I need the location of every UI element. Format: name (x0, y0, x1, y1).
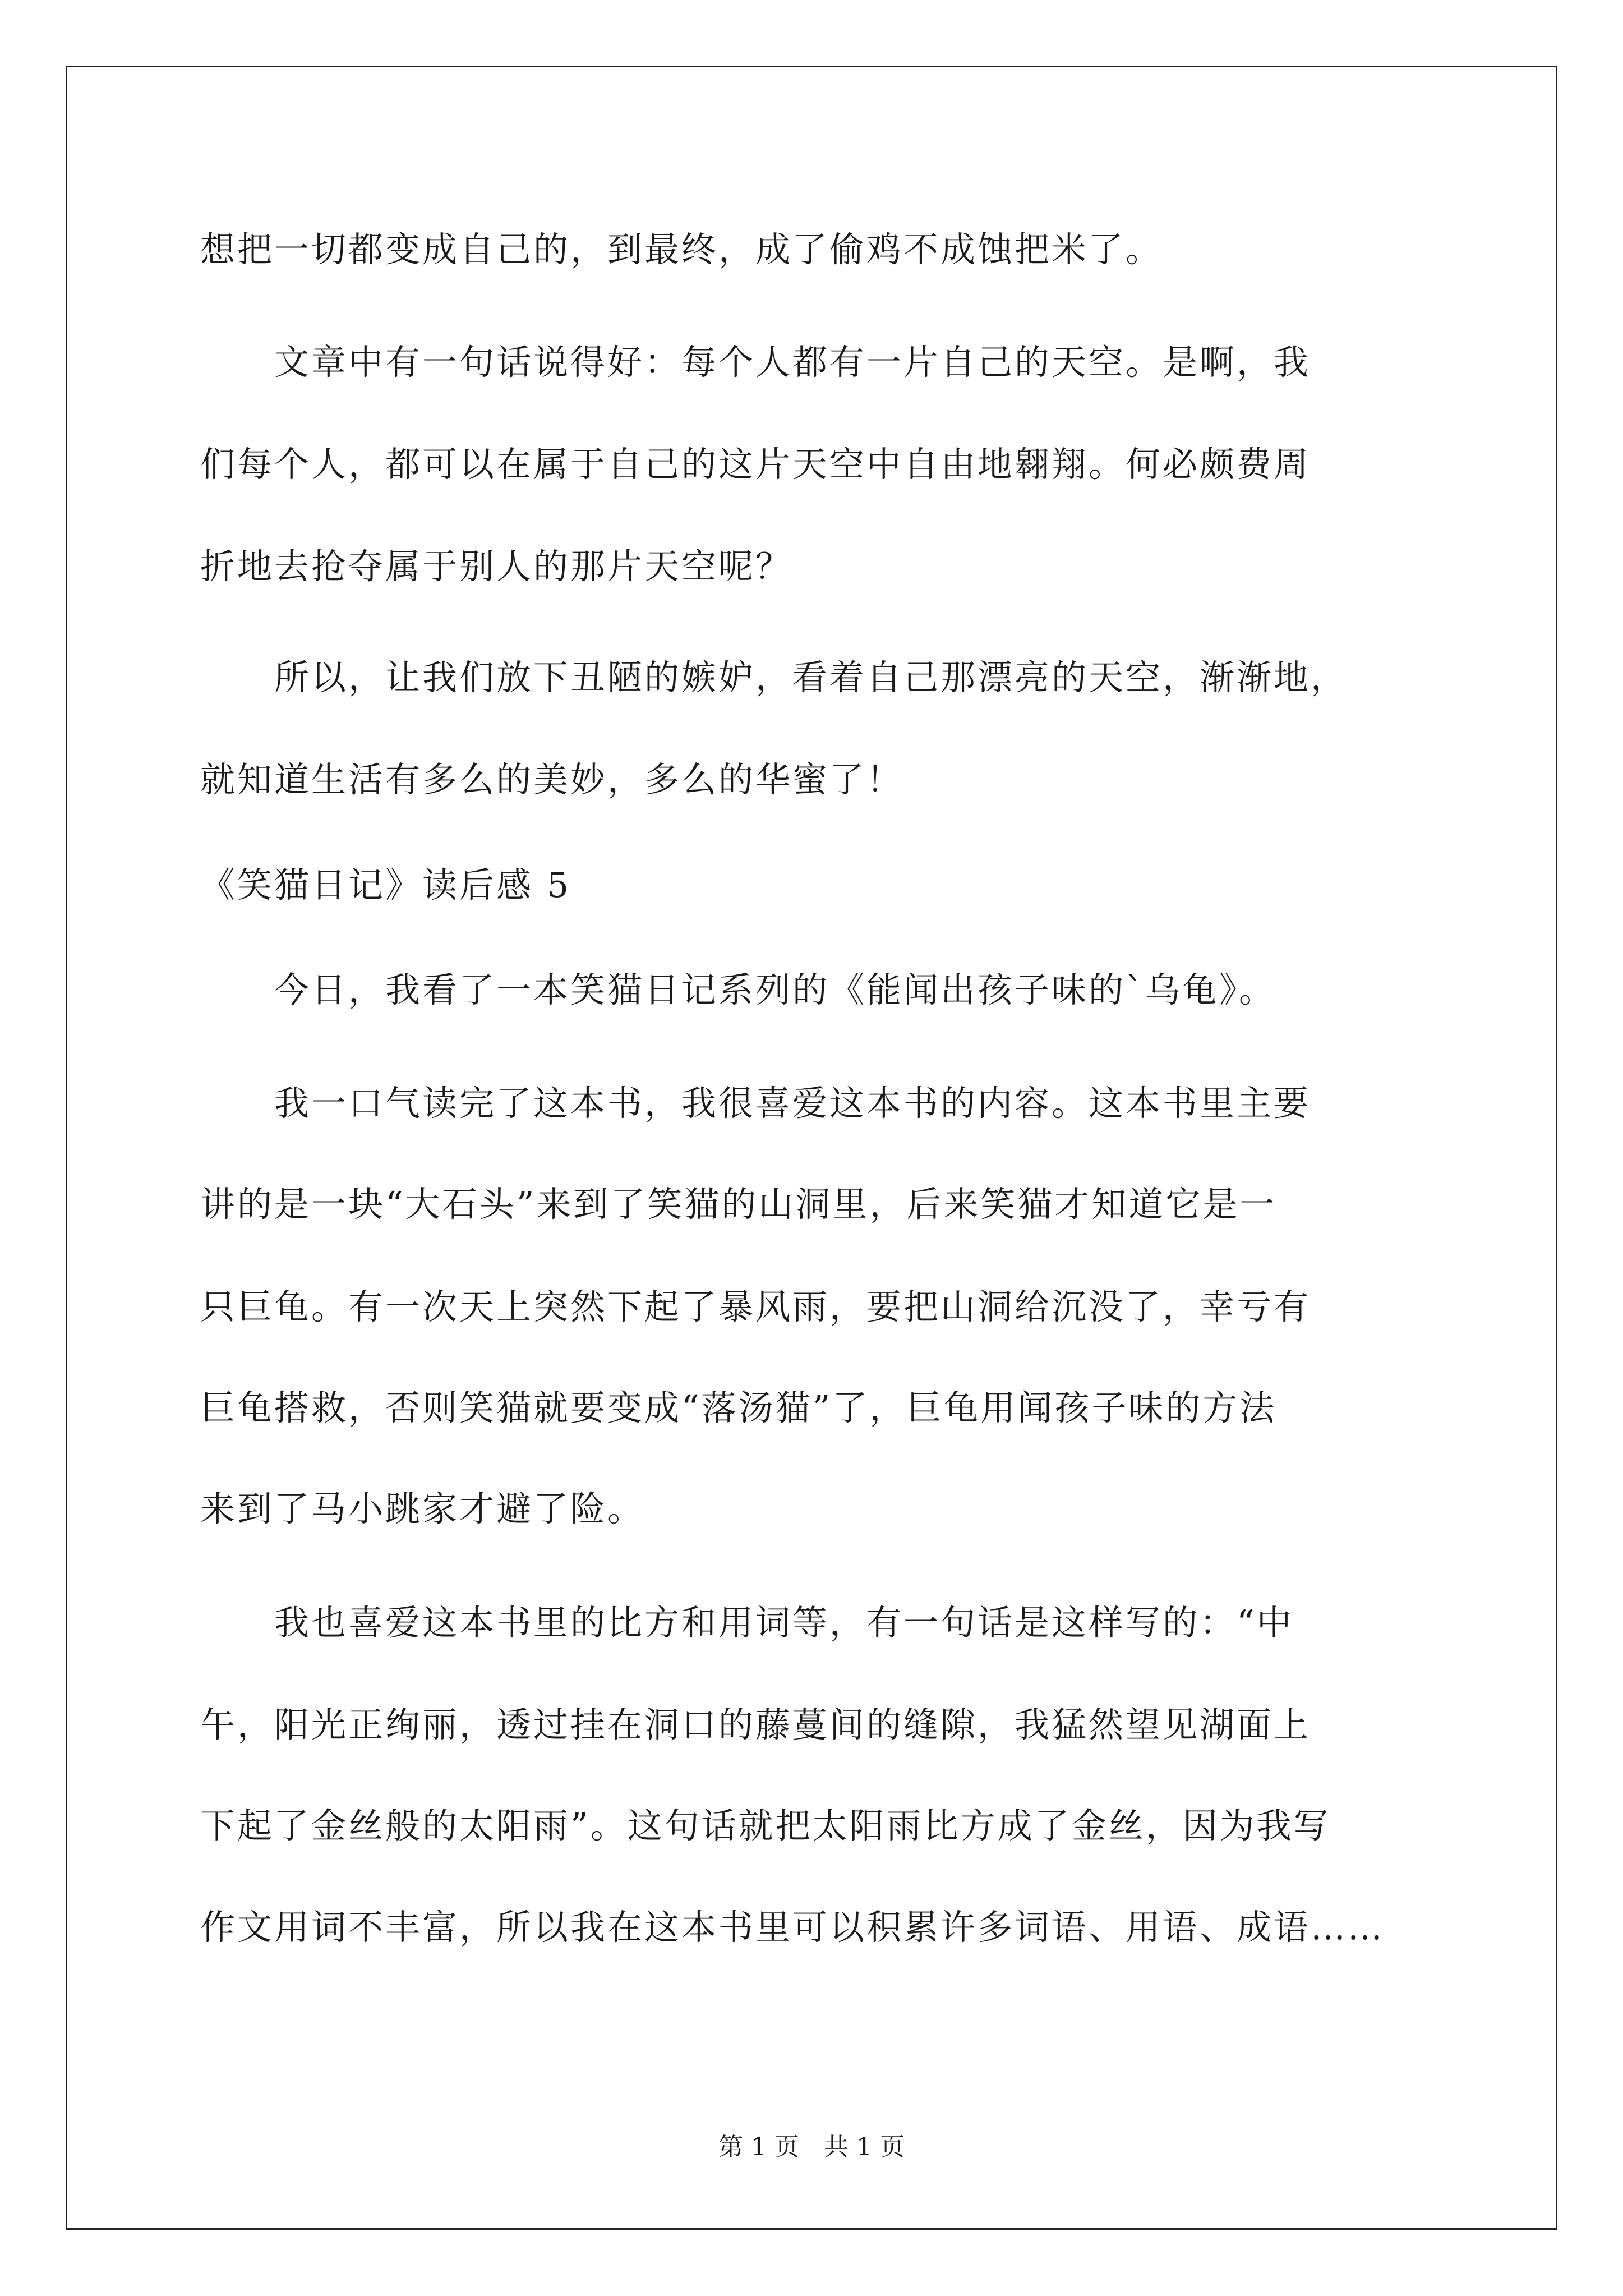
paragraph-line: 来到了马小跳家才避了险。 (200, 1488, 645, 1529)
paragraph-line: 我也喜爱这本书里的比方和用词等，有一句话是这样写的：“中 (200, 1602, 1294, 1643)
paragraph-line: 只巨龟。有一次天上突然下起了暴风雨，要把山洞给沉没了，幸亏有 (200, 1286, 1311, 1327)
paragraph-line: 折地去抢夺属于别人的那片天空呢？ (200, 546, 793, 587)
paragraph-line: 所以，让我们放下丑陋的嫉妒，看着自己那漂亮的天空，渐渐地， (200, 657, 1348, 698)
paragraph-line: 下起了金丝般的太阳雨”。这句话就把太阳雨比方成了金丝，因为我写 (200, 1805, 1331, 1846)
paragraph-line: 午，阳光正绚丽，透过挂在洞口的藤蔓间的缝隙，我猛然望见湖面上 (200, 1704, 1311, 1745)
paragraph-line: 们每个人，都可以在属于自己的这片天空中自由地翱翔。何必颇费周 (200, 444, 1311, 485)
paragraph-line: 作文用词不丰富，所以我在这本书里可以积累许多词语、用语、成语…… (200, 1907, 1385, 1948)
paragraph-line: 巨龟搭救，否则笑猫就要变成“落汤猫”了，巨龟用闻孩子味的方法 (200, 1387, 1277, 1428)
paragraph-line: 今日，我看了一本笑猫日记系列的《能闻出孩子味的`乌龟》。 (200, 969, 1276, 1010)
paragraph-line: 讲的是一块“大石头”来到了笑猫的山洞里，后来笑猫才知道它是一 (200, 1184, 1277, 1225)
paragraph-line: 文章中有一句话说得好：每个人都有一片自己的天空。是啊，我 (200, 342, 1311, 383)
paragraph-line: 我一口气读完了这本书，我很喜爱这本书的内容。这本书里主要 (200, 1083, 1311, 1124)
section-heading: 《笑猫日记》读后感 5 (200, 864, 571, 905)
page-number: 第 1 页 共 1 页 (718, 2133, 905, 2161)
paragraph-line: 就知道生活有多么的美妙，多么的华蜜了！ (200, 759, 904, 800)
paragraph-line: 想把一切都变成自己的，到最终，成了偷鸡不成蚀把米了。 (200, 229, 1163, 270)
